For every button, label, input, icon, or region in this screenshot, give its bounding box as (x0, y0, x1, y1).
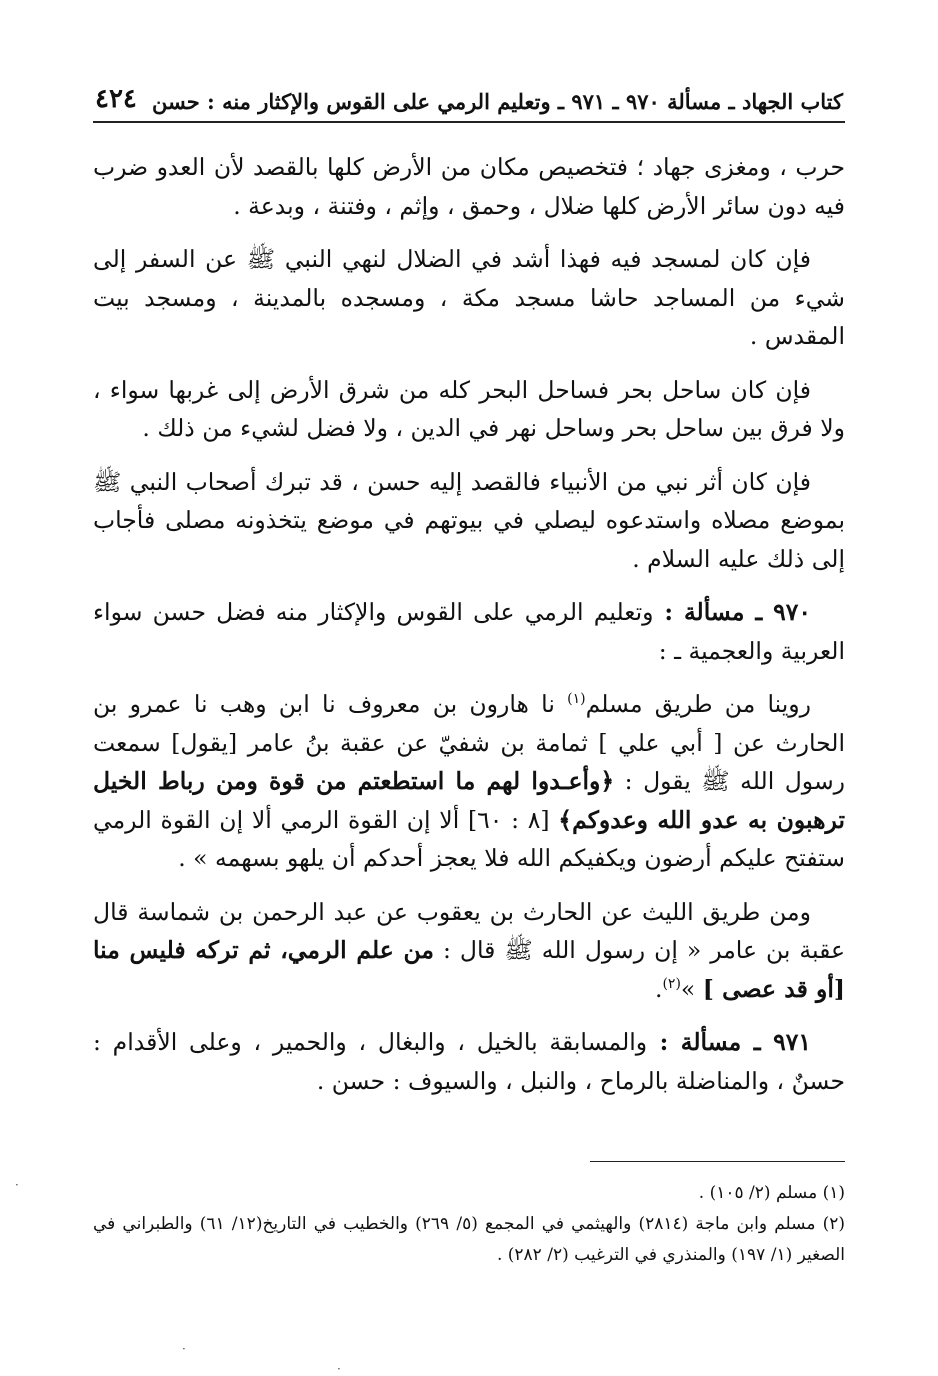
scan-speck: · (15, 1178, 19, 1192)
page-number: ٤٢٤ (95, 84, 137, 114)
page-header (95, 66, 843, 114)
text-segment: حرب ، ومغزى جهاد ؛ فتخصيص مكان من الأرض كلها بالقصد لأن العدو ضرب فيه دون سائر الأرض كلها ضلال ، وحمق ، وإثم ، وفتنة ، وبدعة . (93, 153, 845, 220)
scan-speck: · (337, 1362, 341, 1376)
text-segment: ومن طريق الليث عن الحارث بن يعقوب عن عبد الرحمن بن شماسة قال عقبة بن عامر « إن رسول الله ﷺ قال : (93, 897, 845, 964)
bold-text: ٩٧٠ ـ مسألة : (653, 598, 811, 626)
paragraph (93, 240, 845, 356)
header-divider (93, 121, 845, 123)
text-segment: فإن كان لمسجد فيه فهذا أشد في الضلال لنهي النبي ﷺ عن السفر إلى شيء من المساجد حاشا مسجد مكة ، ومسجده بالمدينة ، ومسجد بيت المقدس . (93, 245, 845, 350)
paragraph (93, 685, 845, 878)
paragraph (93, 1023, 845, 1100)
text-segment: فإن كان ساحل بحر فساحل البحر كله من شرق الأرض إلى غربها سواء ، ولا فرق بين ساحل بحر وساحل نهر في الدين ، ولا فضل لشيء من ذلك . (93, 375, 845, 442)
running-title: كتاب الجهاد ـ مسألة ٩٧٠ ـ ٩٧١ ـ وتعليم الرمي على القوس والإكثار منه : حسن (152, 89, 843, 114)
text-segment: وتعليم الرمي على القوس والإكثار منه فضل حسن سواء العربية والعجمية ـ : (93, 598, 845, 665)
paragraph (93, 463, 845, 579)
main-text (93, 148, 845, 1115)
paragraph (93, 148, 845, 225)
paragraph (93, 371, 845, 448)
text-segment: » (680, 974, 703, 1003)
text-segment: روينا من طريق مسلم (585, 690, 812, 718)
footnote-2: (٢) مسلم وابن ماجة (٢٨١٤) والهيثمي في المجمع (٥/ ٢٦٩) والخطيب في التاريخ(١٢/ ٦١) والطبراني في الصغير (١/ ١٩٧) والمنذري في الترغيب (٢/ ٢٨٢) . (93, 1214, 845, 1265)
paragraph (93, 593, 845, 670)
text-segment: فإن كان أثر نبي من الأنبياء فالقصد إليه حسن ، قد تبرك أصحاب النبي ﷺ بموضع مصلاه واستدعوه ليصلي في بيوتهم في موضع يتخذونه مصلى فأجاب إلى ذلك عليه السلام . (93, 467, 845, 573)
footnote-divider (590, 1161, 845, 1162)
text-segment: نا هارون بن معروف نا ابن وهب نا عمرو بن الحارث عن [ أبي علي ] ثمامة بن شفيّ عن عقبة بنُ عامر [يقول] سمعت رسول الله ﷺ يقول : (93, 690, 845, 795)
paragraph (93, 893, 845, 1009)
bold-text: ﴿وأعـدوا لهم ما استطعتم من قوة ومن رباط الخيل ترهبون به عدو الله وعدوكم﴾ (93, 767, 846, 834)
bold-text: ٩٧١ ـ مسألة : (647, 1028, 811, 1056)
bold-text: من علم الرمي، ثم تركه فليس منا [أو قد عصى ] (93, 936, 845, 1003)
footnotes (93, 1178, 845, 1271)
footnote-1: (١) مسلم (٢/ ١٠٥) . (698, 1183, 845, 1203)
text-segment: والمسابقة بالخيل ، والبغال ، والحمير ، وعلى الأقدام : حسنٌ ، والمناضلة بالرماح ، والنبل ، والسيوف : حسن . (93, 1028, 845, 1095)
text-segment: . (654, 974, 663, 1003)
footnote-ref: (١) (567, 691, 586, 708)
footnote-ref: (٢) (662, 975, 681, 992)
scan-speck: · (182, 1342, 186, 1356)
text-segment: [٨ : ٦٠] ألا إن القوة الرمي ألا إن القوة الرمي ستفتح عليكم أرضون ويكفيكم الله فلا يعجز أحدكم أن يلهو بسهمه » . (93, 805, 845, 872)
